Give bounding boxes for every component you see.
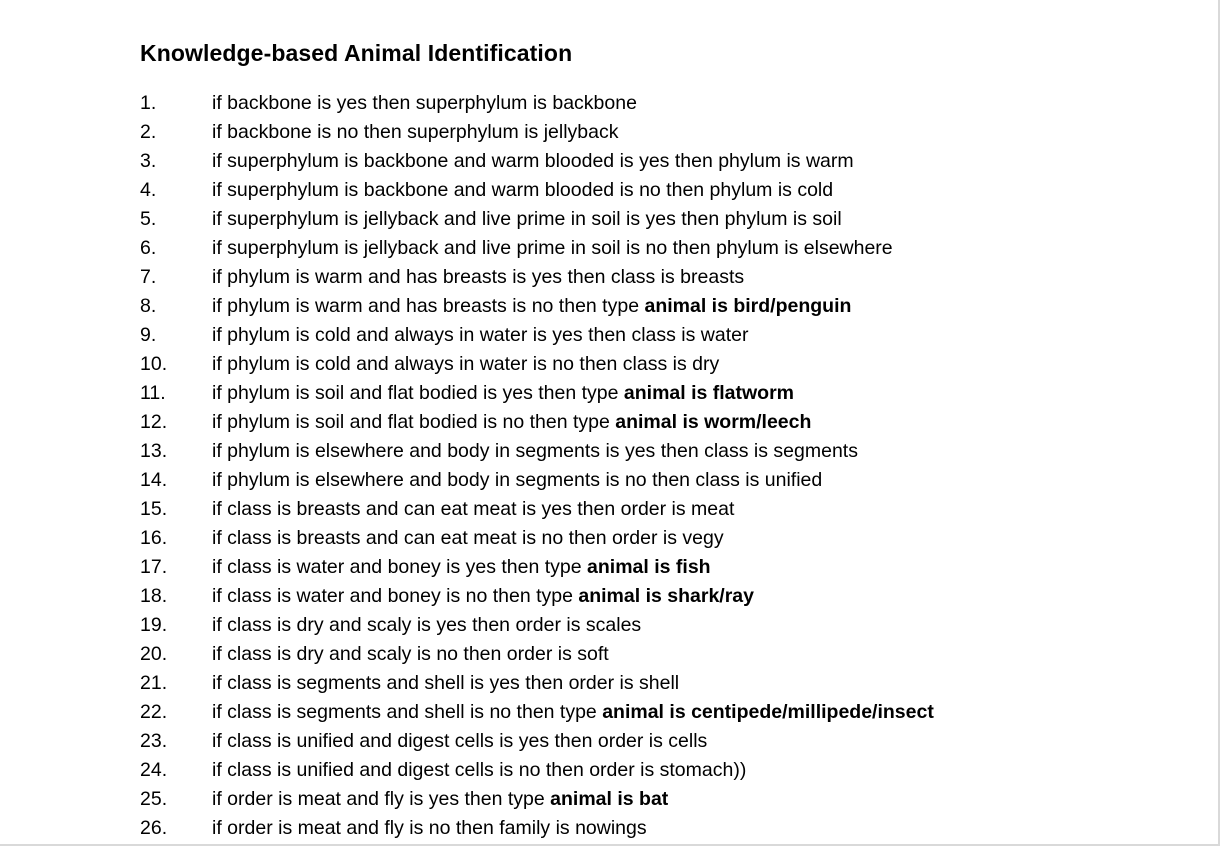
rule-number: 15. <box>140 498 168 520</box>
rule-clause: if class is water and boney is yes then type <box>212 556 588 578</box>
rule-text <box>212 89 637 118</box>
rule-number: 6. <box>140 237 157 259</box>
rule-clause: if phylum is soil and flat bodied is yes then type <box>212 382 624 404</box>
rule-number: 22. <box>140 701 168 723</box>
rule-clause: if class is breasts and can eat meat is yes then order is meat <box>212 498 735 520</box>
rule-number: 9. <box>140 324 157 346</box>
rule-clause: if backbone is no then superphylum is jellyback <box>212 121 619 143</box>
rule-number: 7. <box>140 266 157 288</box>
rule-conclusion: animal is shark/ray <box>578 585 754 607</box>
rule-conclusion: animal is bat <box>550 788 669 810</box>
rule-number: 10. <box>140 353 168 375</box>
rule-number: 11. <box>140 382 166 404</box>
rule-clause: if phylum is warm and has breasts is no then type <box>212 295 645 317</box>
rule-number: 12. <box>140 411 168 433</box>
rule-text <box>212 495 734 524</box>
rule-number: 23. <box>140 730 168 752</box>
rule-number: 13. <box>140 440 168 462</box>
rule-clause: if phylum is cold and always in water is no then class is dry <box>212 353 720 375</box>
rule-text <box>212 379 794 408</box>
rule-clause: if phylum is elsewhere and body in segments is no then class is unified <box>212 469 823 491</box>
rule-clause: if phylum is elsewhere and body in segments is yes then class is segments <box>212 440 858 462</box>
rule-text <box>212 756 746 785</box>
rule-text <box>212 176 833 205</box>
rule-clause: if class is dry and scaly is no then order is soft <box>212 643 609 665</box>
rule-clause: if superphylum is backbone and warm blooded is yes then phylum is warm <box>212 150 854 172</box>
rule-number: 4. <box>140 179 157 201</box>
rule-text <box>212 292 851 321</box>
rule-number: 2. <box>140 121 157 143</box>
rule-text <box>212 234 893 263</box>
rule-text <box>212 640 609 669</box>
rule-number: 24. <box>140 759 168 781</box>
rule-clause: if superphylum is jellyback and live prime in soil is no then phylum is elsewhere <box>212 237 893 259</box>
rule-clause: if phylum is cold and always in water is yes then class is water <box>212 324 749 346</box>
rule-conclusion: animal is flatworm <box>623 382 795 404</box>
rule-text <box>212 727 707 756</box>
rule-clause: if order is meat and fly is yes then type <box>212 788 551 810</box>
rule-clause: if superphylum is jellyback and live prime in soil is yes then phylum is soil <box>212 208 842 230</box>
rule-text <box>212 814 647 843</box>
rule-clause: if class is segments and shell is yes then order is shell <box>212 672 680 694</box>
rule-text <box>212 698 934 727</box>
rule-clause: if backbone is yes then superphylum is backbone <box>212 92 637 114</box>
rule-conclusion: animal is centipede/millipede/insect <box>602 701 934 723</box>
rule-text <box>212 147 854 176</box>
rule-text <box>212 408 811 437</box>
rule-clause: if order is meat and fly is no then family is nowings <box>212 817 647 839</box>
rule-text <box>212 611 641 640</box>
rule-clause: if phylum is soil and flat bodied is no then type <box>212 411 616 433</box>
rule-text <box>212 553 711 582</box>
rule-clause: if class is unified and digest cells is no then order is stomach)) <box>212 759 747 781</box>
rule-text <box>212 205 842 234</box>
rule-number: 17. <box>140 556 168 578</box>
rule-clause: if phylum is warm and has breasts is yes then class is breasts <box>212 266 745 288</box>
page-title: Knowledge-based Animal Identification <box>140 40 573 66</box>
rule-text <box>212 524 724 553</box>
rule-text <box>212 785 668 814</box>
rule-number: 26. <box>140 817 168 839</box>
rule-number: 5. <box>140 208 157 230</box>
rule-number: 14. <box>140 469 168 491</box>
rule-number: 19. <box>140 614 168 636</box>
rule-number: 18. <box>140 585 168 607</box>
rule-clause: if superphylum is backbone and warm blooded is no then phylum is cold <box>212 179 834 201</box>
rule-clause: if class is dry and scaly is yes then order is scales <box>212 614 642 636</box>
rule-text <box>212 350 719 379</box>
rule-text <box>212 466 822 495</box>
rule-conclusion: animal is fish <box>587 556 711 578</box>
rule-number: 21. <box>140 672 168 694</box>
rule-text <box>212 118 618 147</box>
rule-text <box>212 669 679 698</box>
rule-clause: if class is water and boney is no then type <box>212 585 579 607</box>
rule-number: 20. <box>140 643 168 665</box>
rule-text <box>212 321 748 350</box>
rule-clause: if class is breasts and can eat meat is no then order is vegy <box>212 527 724 549</box>
rule-text <box>212 263 744 292</box>
rule-number: 8. <box>140 295 157 317</box>
rule-number: 25. <box>140 788 168 810</box>
rule-number: 3. <box>140 150 157 172</box>
rule-conclusion: animal is worm/leech <box>615 411 812 433</box>
rule-number: 16. <box>140 527 168 549</box>
rule-clause: if class is segments and shell is no then type <box>212 701 603 723</box>
rule-text <box>212 582 754 611</box>
rule-conclusion: animal is bird/penguin <box>644 295 852 317</box>
rule-number: 1. <box>140 92 157 114</box>
rule-clause: if class is unified and digest cells is yes then order is cells <box>212 730 708 752</box>
rule-text <box>212 437 858 466</box>
